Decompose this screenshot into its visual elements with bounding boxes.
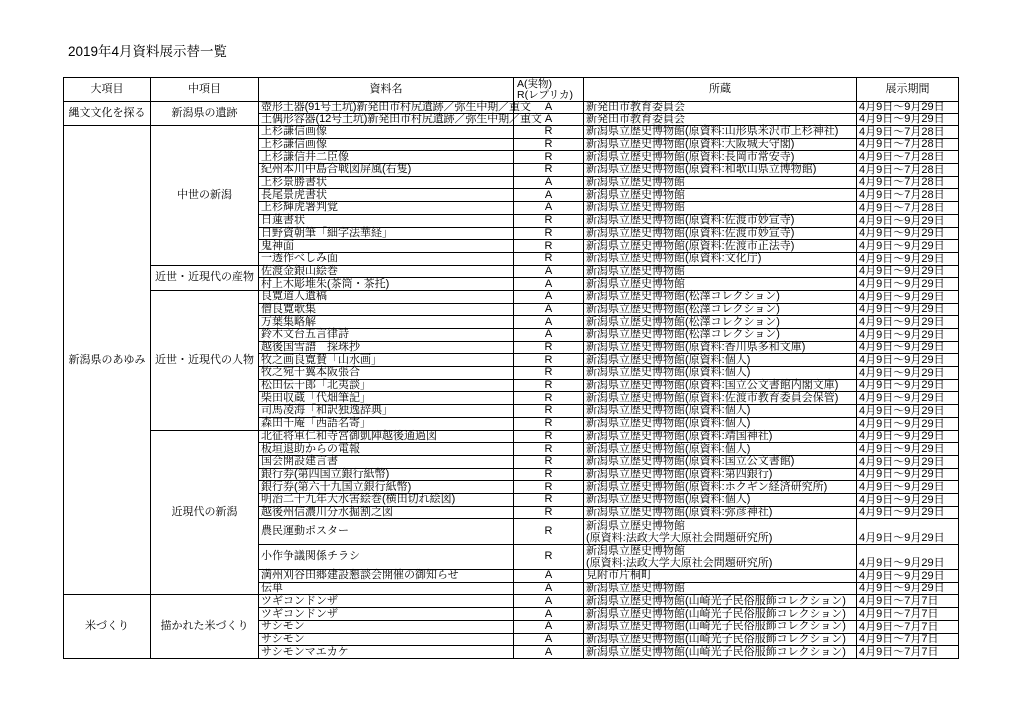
period-cell: 4月9日～9月29日 [857,329,959,342]
item-name-cell: 満州刈谷田郷建設懇談会開催の御知らせ [259,570,514,583]
period-cell: 4月9日～7月28日 [857,138,959,151]
item-type-cell: R [514,341,584,354]
header-type-replica: R(レプリカ) [517,88,574,101]
holder-cell: 新潟県立歴史博物館 [584,582,857,595]
holder-cell: 新潟県立歴史博物館(原資料:個人) [584,493,857,506]
item-name-cell: 鬼神面 [259,240,514,253]
item-type-cell: R [514,379,584,392]
item-type-cell: A [514,620,584,633]
holder-cell: 新潟県立歴史博物館 [584,202,857,215]
table-body [64,102,959,659]
holder-cell: 新潟県立歴史博物館 [584,265,857,278]
middle-item-cell: 新潟県の遺跡 [151,102,259,126]
holder-cell: 新潟県立歴史博物館(原資料:個人) [584,443,857,456]
item-type-cell: R [514,417,584,430]
holder-line: 新潟県立歴史博物館 [586,544,685,557]
item-name-cell: 牧之画良寛賛「山水画」 [259,354,514,367]
item-type-cell: R [514,240,584,253]
period-cell: 4月9日～9月29日 [857,367,959,380]
item-name-cell: 森田千庵「西語名寄」 [259,417,514,430]
item-type-cell: A [514,316,584,329]
holder-cell: 新潟県立歴史博物館(原資料:佐渡市妙宣寺) [584,214,857,227]
item-name-cell: 佐渡金銀山絵巻 [259,265,514,278]
period-cell: 4月9日～9月29日 [857,265,959,278]
holder-cell: 新潟県立歴史博物館(原資料:国立公文書館) [584,455,857,468]
period-cell: 4月9日～9月29日 [857,316,959,329]
exhibit-table [63,77,959,659]
middle-item-cell: 近世・近現代の産物 [151,265,259,290]
item-name-cell: 僧良寛歌集 [259,303,514,316]
item-type-cell: A [514,582,584,595]
item-name-cell: 上杉謙信画像 [259,126,514,139]
item-type-cell: R [514,164,584,177]
item-name-cell: 日蓮書状 [259,214,514,227]
holder-cell: 新潟県立歴史博物館 [584,176,857,189]
item-name-cell: 良寛道人遺稿 [259,290,514,303]
item-name-cell: 国会開設建言書 [259,455,514,468]
holder-line: 新潟県立歴史博物館 [586,519,685,532]
period-cell: 4月9日～9月29日 [857,214,959,227]
period-cell: 4月9日～9月29日 [857,417,959,430]
item-name-cell: ツギコンドンザ [259,595,514,608]
item-type-cell: R [514,455,584,468]
header-holder: 所蔵 [584,78,857,102]
holder-cell [584,519,857,544]
item-type-cell: A [514,114,584,126]
holder-cell: 新潟県立歴史博物館(原資料:山形県米沢市上杉神社) [584,126,857,139]
header-type [514,78,584,102]
period-cell: 4月9日～9月29日 [857,405,959,418]
holder-cell: 新潟県立歴史博物館(山崎光子民俗服飾コレクション) [584,620,857,633]
holder-cell: 新潟県立歴史博物館(原資料:文化庁) [584,252,857,265]
period-cell: 4月9日～9月29日 [857,506,959,519]
holder-cell: 新潟県立歴史博物館(山崎光子民俗服飾コレクション) [584,608,857,621]
header-name: 資料名 [259,78,514,102]
holder-cell: 新潟県立歴史博物館(原資料:佐渡市妙宣寺) [584,227,857,240]
major-item-cell: 縄文文化を探る [64,102,151,126]
item-name-cell: 紀州本川中島合戦図屏風(右隻) [259,164,514,177]
holder-cell: 新潟県立歴史博物館(原資料:長岡市常安寺) [584,151,857,164]
item-type-cell: R [514,151,584,164]
header-major: 大項目 [64,78,151,102]
period-cell: 4月9日～9月29日 [857,102,959,114]
item-type-cell: A [514,329,584,342]
period-cell: 4月9日～9月29日 [857,290,959,303]
item-type-cell: R [514,214,584,227]
item-name-cell: 牧之宛十翼本阪張合 [259,367,514,380]
item-name-cell: 長尾景虎書状 [259,189,514,202]
item-type-cell: R [514,367,584,380]
holder-cell: 見附市片桐町 [584,570,857,583]
item-name-cell: サシモンマエカケ [259,646,514,659]
item-type-cell: R [514,493,584,506]
middle-item-cell: 描かれた米づくり [151,595,259,658]
period-cell: 4月9日～9月29日 [857,227,959,240]
period-cell: 4月9日～9月29日 [857,430,959,443]
table-header [64,78,959,102]
holder-cell: 新潟県立歴史博物館(松澤コレクション) [584,316,857,329]
item-type-cell: A [514,202,584,215]
period-cell: 4月9日～9月29日 [857,493,959,506]
item-name-cell: ツギコンドンザ [259,608,514,621]
period-cell: 4月9日～9月29日 [857,114,959,126]
item-type-cell: A [514,265,584,278]
item-name-cell: 柴田収蔵「代畑筆記」 [259,392,514,405]
table-row [64,102,959,114]
item-type-cell: R [514,252,584,265]
table-row [64,265,959,278]
period-cell: 4月9日～9月29日 [857,392,959,405]
middle-item-cell: 中世の新潟 [151,126,259,266]
holder-cell: 新潟県立歴史博物館(原資料:香川県多和文庫) [584,341,857,354]
holder-cell: 新発田市教育委員会 [584,114,857,126]
holder-cell: 新潟県立歴史博物館(原資料:個人) [584,405,857,418]
header-period: 展示期間 [857,78,959,102]
item-name-cell: 司馬凌海「和訳独逸辞典」 [259,405,514,418]
period-cell: 4月9日～9月29日 [857,519,959,544]
item-type-cell: R [514,392,584,405]
period-cell: 4月9日～7月7日 [857,595,959,608]
item-name-cell: 松田伝十郎「北夷談」 [259,379,514,392]
item-type-cell: R [514,138,584,151]
holder-cell: 新潟県立歴史博物館(原資料:佐渡市正法寺) [584,240,857,253]
document-title: 2019年4月資料展示替一覧 [68,44,228,59]
table-row [64,430,959,443]
item-type-cell: A [514,646,584,659]
item-type-cell: R [514,405,584,418]
holder-cell: 新潟県立歴史博物館(松澤コレクション) [584,329,857,342]
item-type-cell: A [514,595,584,608]
item-name-cell: 明治二十九年大水害絵巻(横田切れ絵図) [259,493,514,506]
holder-line: (原資料:法政大学大原社会問題研究所) [586,556,773,569]
item-name-cell: 越後国雪譜 採珠抄 [259,341,514,354]
item-type-cell: R [514,468,584,481]
period-cell: 4月9日～7月7日 [857,620,959,633]
item-type-cell: A [514,633,584,646]
item-name-cell: 伝単 [259,582,514,595]
item-type-cell: R [514,443,584,456]
item-type-cell: A [514,278,584,291]
item-name-cell: サシモン [259,633,514,646]
item-type-cell: R [514,126,584,139]
item-name-cell: 上杉謙信井二臣像 [259,151,514,164]
item-type-cell: A [514,303,584,316]
item-type-cell: A [514,176,584,189]
holder-cell: 新潟県立歴史博物館(松澤コレクション) [584,303,857,316]
item-name-cell: 一透作べしみ面 [259,252,514,265]
table-row [64,290,959,303]
table-row [64,126,959,139]
item-type-cell: R [514,354,584,367]
period-cell: 4月9日～7月28日 [857,189,959,202]
item-type-cell: A [514,608,584,621]
header-type-actual: A(実物) [517,77,552,90]
item-name-cell: 壺形土器(91号土坑)新発田市村尻遺跡／弥生中期／重文 [259,102,514,114]
period-cell: 4月9日～9月29日 [857,341,959,354]
item-name-cell: 上杉景勝書状 [259,176,514,189]
holder-cell: 新潟県立歴史博物館 [584,278,857,291]
item-type-cell: R [514,519,584,544]
holder-cell: 新潟県立歴史博物館(山崎光子民俗服飾コレクション) [584,646,857,659]
holder-line: (原資料:法政大学大原社会問題研究所) [586,531,773,544]
holder-cell: 新潟県立歴史博物館(原資料:和歌山県立博物館) [584,164,857,177]
period-cell: 4月9日～7月28日 [857,151,959,164]
period-cell: 4月9日～9月29日 [857,443,959,456]
holder-cell: 新潟県立歴史博物館(原資料:国立公文書館内閣文庫) [584,379,857,392]
holder-cell: 新潟県立歴史博物館(原資料:個人) [584,417,857,430]
holder-cell: 新潟県立歴史博物館(原資料:個人) [584,354,857,367]
item-name-cell: 北征将軍仁和寺宮御凱陣越後通過図 [259,430,514,443]
item-type-cell: R [514,506,584,519]
period-cell: 4月9日～7月28日 [857,126,959,139]
item-name-cell: 板垣退助からの電報 [259,443,514,456]
holder-cell: 新潟県立歴史博物館(原資料:弥彦神社) [584,506,857,519]
period-cell: 4月9日～9月29日 [857,570,959,583]
period-cell: 4月9日～7月7日 [857,608,959,621]
holder-cell: 新潟県立歴史博物館 [584,189,857,202]
major-item-cell: 新潟県のあゆみ [64,126,151,595]
holder-cell: 新潟県立歴史博物館(原資料:ホクギン経済研究所) [584,481,857,494]
period-cell: 4月9日～9月29日 [857,303,959,316]
holder-cell: 新潟県立歴史博物館(原資料:佐渡市教育委員会保管) [584,392,857,405]
item-name-cell: 銀行券(第四国立銀行紙幣) [259,468,514,481]
item-name-cell: 上杉輝虎署判覚 [259,202,514,215]
item-name-cell: サシモン [259,620,514,633]
period-cell: 4月9日～9月29日 [857,252,959,265]
table-row [64,595,959,608]
item-type-cell: A [514,290,584,303]
period-cell: 4月9日～7月28日 [857,202,959,215]
period-cell: 4月9日～7月28日 [857,176,959,189]
holder-cell: 新発田市教育委員会 [584,102,857,114]
item-type-cell: A [514,102,584,114]
item-type-cell: R [514,544,584,569]
item-name-cell: 銀行券(第六十九国立銀行紙幣) [259,481,514,494]
major-item-cell: 米づくり [64,595,151,658]
item-name-cell: 万葉集略解 [259,316,514,329]
item-type-cell: A [514,570,584,583]
holder-cell: 新潟県立歴史博物館(原資料:第四銀行) [584,468,857,481]
holder-cell: 新潟県立歴史博物館(原資料:靖国神社) [584,430,857,443]
holder-cell: 新潟県立歴史博物館(原資料:個人) [584,367,857,380]
period-cell: 4月9日～9月29日 [857,468,959,481]
header-row [64,78,959,102]
holder-cell: 新潟県立歴史博物館(松澤コレクション) [584,290,857,303]
item-type-cell: A [514,189,584,202]
middle-item-cell: 近世・近現代の人物 [151,290,259,430]
item-name-cell: 日野資朝筆「細字法華経」 [259,227,514,240]
holder-cell: 新潟県立歴史博物館(原資料:大阪城天守閣) [584,138,857,151]
item-name-cell: 農民運動ポスター [259,519,514,544]
middle-item-cell: 近現代の新潟 [151,430,259,595]
holder-cell: 新潟県立歴史博物館(山崎光子民俗服飾コレクション) [584,595,857,608]
holder-cell: 新潟県立歴史博物館(山崎光子民俗服飾コレクション) [584,633,857,646]
period-cell: 4月9日～7月7日 [857,646,959,659]
header-middle: 中項目 [151,78,259,102]
holder-cell [584,544,857,569]
item-name-cell: 村上木彫堆朱(茶筒・茶托) [259,278,514,291]
period-cell: 4月9日～7月7日 [857,633,959,646]
period-cell: 4月9日～9月29日 [857,278,959,291]
period-cell: 4月9日～9月29日 [857,379,959,392]
item-name-cell: 土偶形容器(12号土坑)新発田市村尻遺跡／弥生中期／重文 [259,114,514,126]
item-type-cell: R [514,481,584,494]
item-name-cell: 上杉謙信画像 [259,138,514,151]
period-cell: 4月9日～9月29日 [857,354,959,367]
period-cell: 4月9日～9月29日 [857,455,959,468]
item-name-cell: 鈴木文台五言律詩 [259,329,514,342]
period-cell: 4月9日～9月29日 [857,481,959,494]
item-type-cell: R [514,430,584,443]
item-name-cell: 越後州信濃川分水掘割之図 [259,506,514,519]
period-cell: 4月9日～9月29日 [857,582,959,595]
item-type-cell: R [514,227,584,240]
period-cell: 4月9日～9月29日 [857,240,959,253]
period-cell: 4月9日～9月29日 [857,544,959,569]
period-cell: 4月9日～7月28日 [857,164,959,177]
item-name-cell: 小作争議関係チラシ [259,544,514,569]
